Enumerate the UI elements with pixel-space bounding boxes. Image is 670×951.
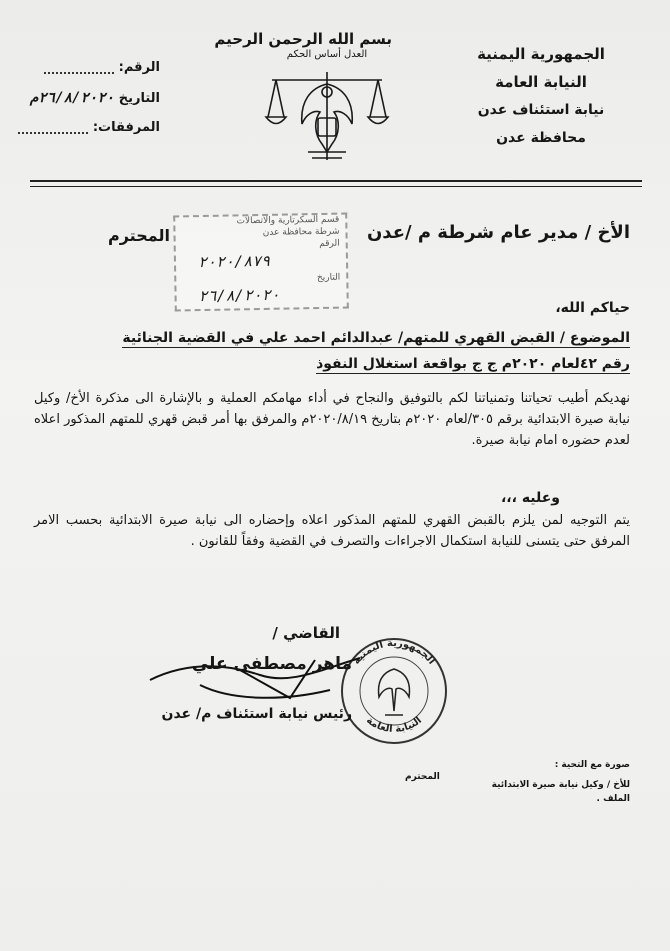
authority-governorate: محافظة عدن — [496, 130, 586, 146]
copies-line-1: للأخ / وكيل نيابة صيرة الابتدائية — [491, 780, 630, 790]
seal-bottom-text: النيابة العامة — [364, 714, 424, 735]
copies-heading: صورة مع التحية : — [554, 760, 630, 770]
number-dots — [44, 62, 114, 74]
svg-text:النيابة العامة — [364, 715, 424, 735]
stamp-line-1: قسم السكرتارية والاتصالات — [236, 214, 340, 227]
stamp-number-value: ٢٠٢٠/٨٧٩ — [197, 251, 271, 272]
stamp-date-label: التاريخ — [316, 272, 341, 284]
attachments-label: المرفقات — [98, 120, 160, 135]
judge-name: ماهر مصطفى علي — [191, 654, 352, 674]
authority-country: الجمهورية اليمنية — [477, 45, 605, 63]
greeting: حياكم الله، — [555, 300, 630, 316]
stamp-number-label: الرقم — [319, 238, 340, 249]
judge-title: القاضي / — [272, 624, 340, 642]
copies-block — [330, 758, 630, 806]
body-paragraph-1: نهديكم أطيب تحياتنا وتمنياتنا لكم بالتوفيق والنجاح في أداء مهامكم العملية و بالإشارة الى مذكرة الأخ/ وكيل نيابة صيرة الابتدائية برقم ٣٠٥/لعام ٢٠٢٠م بتاريخ ٢٠٢٠/٨/١٩م والمرفق بها أمر قبض قهري للمتهم المذكور اعلاه لعدم حضوره امام نيابة صيرة. — [34, 391, 630, 448]
copies-line-2: الملف . — [596, 794, 630, 804]
eagle-scales-icon — [262, 62, 392, 167]
and-accordingly: وعليه ،،، — [500, 490, 560, 506]
authority-office: نيابة استئناف عدن — [477, 102, 605, 118]
subject-block — [30, 325, 630, 377]
date-value: ٢٦/٨/٢٠٢٠م — [29, 90, 115, 106]
body-paragraph-2: يتم التوجيه لمن يلزم بالقبض القهري للمتهم المذكور اعلاه وإحضاره الى نيابة صيرة الابتدائية بحسب الامر المرفق حتى يتسنى للنيابة استكمال الاجراءات والتصرف في القضية وفقاً للقانون . — [34, 513, 630, 549]
handwritten-signature-icon — [140, 640, 380, 710]
header-divider-1 — [30, 180, 642, 182]
stamp-line-2: شرطة محافظة عدن — [262, 226, 340, 238]
judge-role: رئيس نيابة استئناف م/ عدن — [161, 706, 352, 722]
attachments-row: المرفقات: — [30, 120, 160, 150]
receipt-stamp — [173, 212, 349, 311]
addressee-honorific: المحترم — [108, 226, 170, 245]
motto-text: العدل أساس الحكم — [286, 49, 368, 60]
date-label: التاريخ — [118, 91, 160, 106]
reference-block — [30, 60, 160, 150]
number-row: الرقم: — [30, 60, 160, 90]
subject-line-2: رقم ٤٢لعام ٢٠٢٠م ج ج بواقعة استغلال النفوذ — [316, 356, 630, 372]
header-authority — [446, 40, 636, 152]
number-label: الرقم — [123, 60, 160, 75]
subject-line-1: الموضوع / القبض القهري للمتهم/ عبدالدائم احمد علي في القضية الجنائية — [122, 330, 630, 346]
basmala-text: بسم الله الرحمن الرحيم — [214, 30, 392, 48]
addressee-title: الأخ / مدير عام شرطة م /عدن — [366, 222, 630, 243]
attachments-dots — [18, 122, 88, 134]
seal-top-text: الجمهورية اليمنية — [351, 637, 437, 667]
national-emblem — [214, 30, 392, 175]
header-divider-2 — [30, 186, 642, 187]
authority-department: النيابة العامة — [495, 73, 587, 91]
date-row — [30, 90, 160, 120]
copies-honorific: المحترم — [405, 772, 440, 782]
stamp-date-value: ٢٦/٨/٢٠٢٠ — [198, 285, 281, 306]
